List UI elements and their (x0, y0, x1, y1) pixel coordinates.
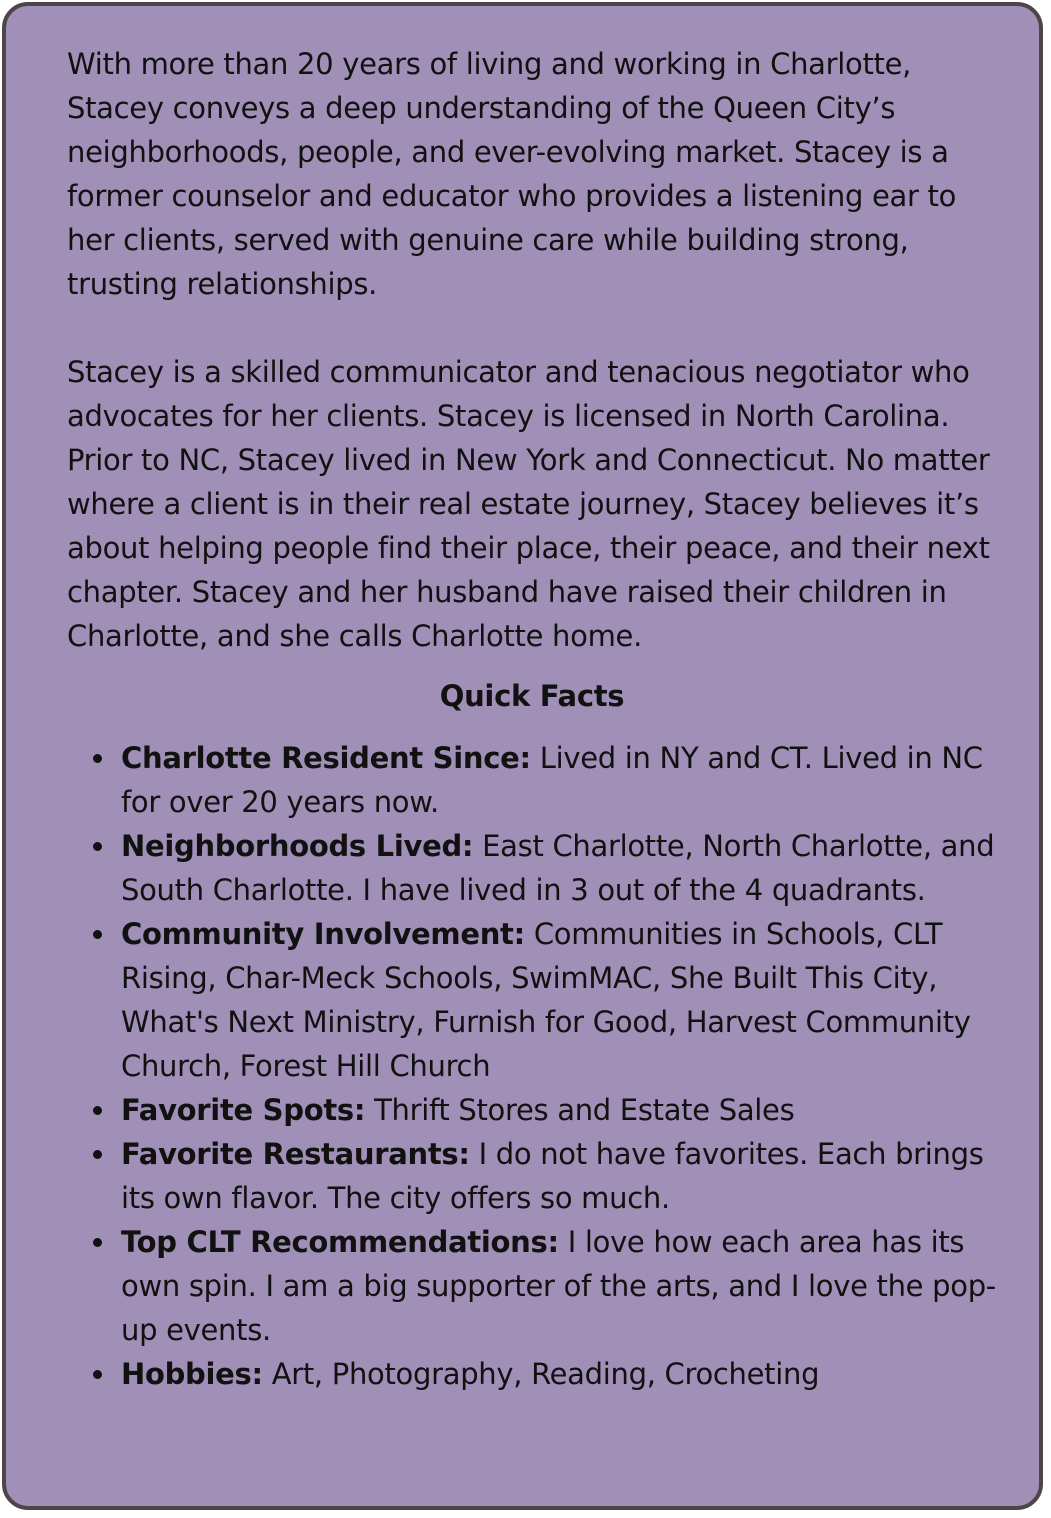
fact-label: Favorite Restaurants: (121, 1137, 470, 1171)
fact-item-favorite-spots (121, 1088, 997, 1132)
fact-text: East Charlotte, North Charlotte, and South Charlotte. I have lived in 3 out of the 4 quadrants. (121, 829, 995, 907)
fact-text: I do not have favorites. Each brings its own flavor. The city offers so much. (121, 1137, 984, 1215)
bullet-icon (93, 1106, 102, 1115)
fact-label: Neighborhoods Lived: (121, 829, 474, 863)
fact-text: Communities in Schools, CLT Rising, Char-Meck Schools, SwimMAC, She Built This City, What's Next Ministry, Furnish for Good, Harvest Community Church, Forest Hill Church (121, 917, 971, 1083)
bio-content (67, 42, 997, 1396)
fact-text: Lived in NY and CT. Lived in NC for over 20 years now. (121, 741, 983, 819)
fact-label: Top CLT Recommendations: (121, 1225, 559, 1259)
bullet-icon (93, 1370, 102, 1379)
bio-paragraph: Stacey is a skilled communicator and tenacious negotiator who advocates for her clients. Stacey is licensed in North Carolina. Prior to NC, Stacey lived in New York and Connecticut. No matter where a client is in their real estate journey, Stacey believes it’s about helping people find their place, their peace, and their next chapter. Stacey and her husband have raised their children in Charlotte, and she calls Charlotte home. (67, 355, 990, 653)
bullet-icon (93, 842, 102, 851)
fact-item-community (121, 912, 997, 1088)
fact-label: Charlotte Resident Since: (121, 741, 531, 775)
bullet-icon (93, 930, 102, 939)
fact-item-favorite-restaurants (121, 1132, 997, 1220)
bullet-icon (93, 754, 102, 763)
fact-text: Thrift Stores and Estate Sales (374, 1093, 795, 1127)
fact-label: Favorite Spots: (121, 1093, 366, 1127)
bio-paragraph: With more than 20 years of living and working in Charlotte, Stacey conveys a deep understanding of the Queen City’s neighborhoods, people, and ever-evolving market. Stacey is a former counselor and educator who provides a listening ear to her clients, served with genuine care while building strong, trusting relationships. (67, 47, 957, 301)
fact-text: I love how each area has its own spin. I am a big supporter of the arts, and I love the pop-up events. (121, 1225, 996, 1347)
bullet-icon (93, 1150, 102, 1159)
fact-text: Art, Photography, Reading, Crocheting (271, 1357, 820, 1391)
fact-item-resident-since (121, 736, 997, 824)
quick-facts-heading: Quick Facts (439, 679, 625, 713)
quick-facts-list (67, 736, 997, 1396)
bullet-icon (93, 1238, 102, 1247)
fact-item-neighborhoods (121, 824, 997, 912)
bio-card (2, 2, 1043, 1510)
fact-label: Community Involvement: (121, 917, 525, 951)
fact-item-recommendations (121, 1220, 997, 1352)
fact-item-hobbies (121, 1352, 997, 1396)
fact-label: Hobbies: (121, 1357, 263, 1391)
